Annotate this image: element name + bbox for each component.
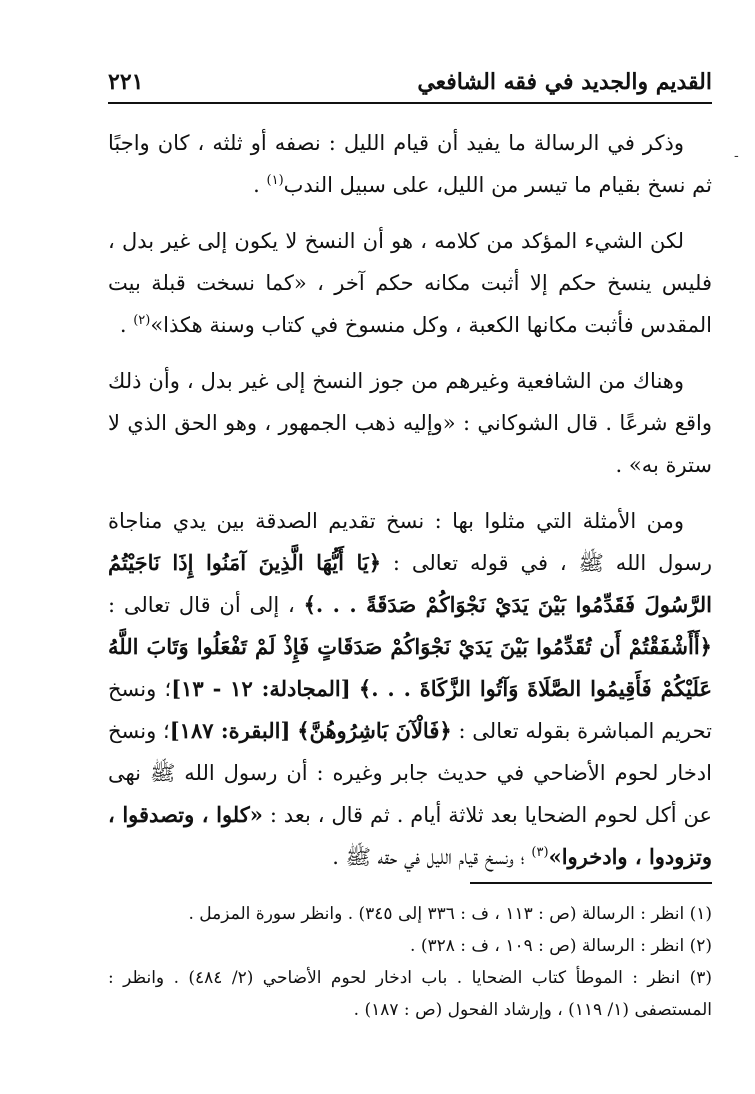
running-title: القديم والجديد في فقه الشافعي	[417, 69, 712, 95]
hadith-quote: «كلوا ، وتصدقوا ، وتزودوا ، وادخروا»	[108, 802, 712, 869]
paragraph-2	[108, 220, 712, 346]
running-header	[108, 62, 712, 104]
main-text	[108, 122, 712, 900]
paragraph-4	[108, 500, 712, 878]
verse-citation-2: [البقرة: ١٨٧]	[169, 718, 291, 743]
paragraph-1	[108, 122, 712, 206]
paragraph-4-intro: ومن الأمثلة التي مثلوا بها : نسخ تقديم الصدقة بين يدي مناجاة رسول الله ﷺ ، في قوله تعالى :	[108, 509, 712, 575]
verse-citation-1: [المجادلة: ١٢ - ١٣]	[171, 676, 351, 701]
quran-verse-1: ﴿يَا أَيُّهَا الَّذِينَ آمَنُوا إِذَا نَاجَيْتُمُ الرَّسُولَ فَقَدِّمُوا بَيْنَ يَدَيْ نَجْوَاكُمْ صَدَقَةً . . .﴾	[108, 550, 713, 617]
paragraph-4-mid: ؛ ونسخ تحريم المباشرة بقوله تعالى :	[108, 677, 712, 743]
paragraph-1-tail: .	[253, 173, 267, 197]
quran-verse-2: ﴿أَأَشْفَقْتُمْ أَن تُقَدِّمُوا بَيْنَ يَدَيْ نَجْوَاكُمْ صَدَقَاتٍ فَإِذْ لَمْ تَفْعَلُوا وَتَابَ اللَّهُ عَلَيْكُمْ فَأَقِيمُوا الصَّلَاةَ وَآتُوا الزَّكَاةَ . . .﴾	[108, 634, 712, 701]
footnote-ref-1[interactable]: (١)	[266, 173, 284, 188]
footnote-ref-3[interactable]: (٣)	[531, 845, 549, 860]
paragraph-3-text: وهناك من الشافعية وغيرهم من جوز النسخ إلى غير بدل ، وأن ذلك واقع شرعًا . قال الشوكاني : «وإليه ذهب الجمهور ، وهو الحق الذي لا سترة به» .	[108, 369, 712, 477]
paragraph-4-hadith: ؛ ونسخ ادخار لحوم الأضاحي في حديث جابر وغيره : أن رسول الله ﷺ نهى عن أكل لحوم الضحايا بعد ثلاثة أيام . ثم قال ، بعد :	[108, 719, 712, 827]
page-number: ٢٢١	[108, 69, 144, 95]
footnote-2: (٢) انظر : الرسالة (ص : ١٠٩ ، ف : ٣٢٨) .	[410, 936, 712, 956]
footnote-divider	[470, 882, 712, 884]
quran-verse-3: ﴿فَالْآنَ بَاشِرُوهُنَّ﴾	[297, 718, 452, 743]
paragraph-2-text: لكن الشيء المؤكد من كلامه ، هو أن النسخ لا يكون إلى غير بدل ، فليس ينسخ حكم إلا أثبت مكانه حكم آخر ، «كما نسخت قبلة بيت المقدس فأثبت مكانها الكعبة ، وكل منسوخ في كتاب وسنة هكذا»	[108, 229, 712, 337]
paragraph-4-end: ؛ ونسخ قيام الليل في حقه ﷺ .	[332, 845, 525, 869]
footnote-1: (١) انظر : الرسالة (ص : ١١٣ ، ف : ٣٣٦ إلى ٣٤٥) . وانظر سورة المزمل .	[188, 904, 712, 924]
paragraph-3	[108, 360, 712, 486]
paragraph-4-connector: ، إلى أن قال تعالى :	[108, 593, 295, 617]
footnote-ref-2[interactable]: (٢)	[133, 313, 151, 328]
paragraph-2-tail: .	[119, 313, 134, 337]
margin-mark: -	[734, 148, 739, 164]
footnotes	[108, 898, 712, 1026]
footnote-3: (٣) انظر : الموطأ كتاب الضحايا . باب ادخار لحوم الأضاحي (٢/ ٤٨٤) . وانظر : المستصفى (١/ ١١٩) ، وإرشاد الفحول (ص : ١٨٧) .	[108, 968, 712, 1020]
paragraph-1-text: وذكر في الرسالة ما يفيد أن قيام الليل : نصفه أو ثلثه ، كان واجبًا ثم نسخ بقيام ما تيسر من الليل، على سبيل الندب	[108, 131, 712, 197]
